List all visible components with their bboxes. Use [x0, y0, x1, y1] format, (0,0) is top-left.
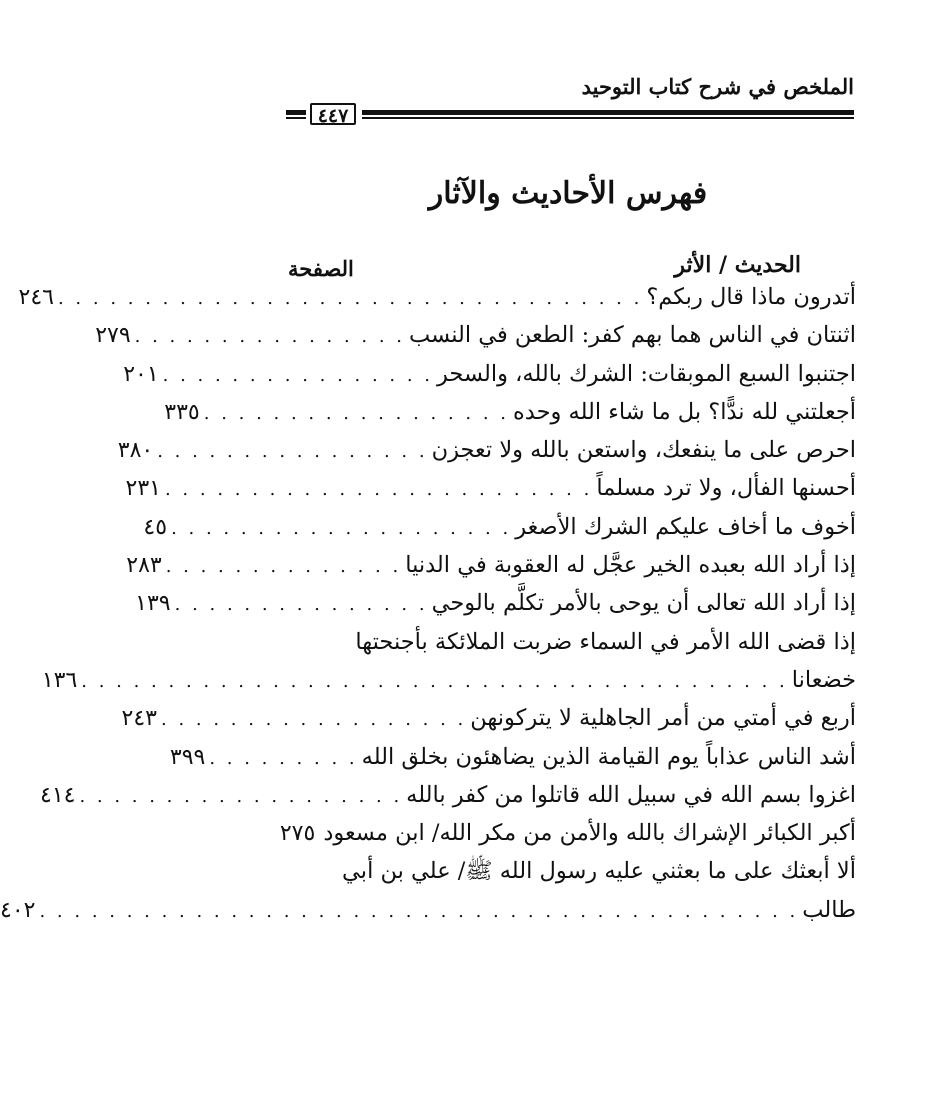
index-entry [135, 590, 856, 628]
index-entry [117, 437, 856, 475]
index-entries [0, 284, 856, 935]
header-rule-line [362, 110, 854, 115]
index-title: فهرس الأحاديث والآثار [428, 176, 708, 211]
entry-text: أكبر الكبائر الإشراك بالله والأمن من مكر الله/ ابن مسعود [323, 820, 856, 847]
entry-page: ٣٣٥ [164, 399, 200, 425]
entry-page: ٢٣١ [125, 476, 161, 502]
entry-text: احرص على ما ينفعك، واستعن بالله ولا تعجزن [431, 437, 856, 464]
entry-page: ٢٧٩ [95, 323, 131, 349]
entry-text: أشد الناس عذاباً يوم القيامة الذين يضاهئون بخلق الله [361, 743, 856, 770]
entry-leader-dots: . . . . . . . . . . . . . . . . . . [161, 709, 467, 731]
entry-page: ١٣٦ [41, 667, 78, 693]
entry-page: ٤١٤ [40, 782, 76, 808]
entry-page: ٤٥ [143, 514, 168, 540]
entry-leader-dots: . . . . . . . . . . . . . . [165, 556, 402, 578]
entry-leader-dots: . . . . . . . . . . . . . . . . [162, 364, 434, 386]
entry-page: ١٣٩ [135, 591, 171, 617]
page-number: ٤٤٧ [310, 103, 356, 125]
index-entry [143, 513, 856, 552]
column-heading-hadith: الحديث / الأثر [674, 252, 801, 278]
index-entry [0, 896, 856, 935]
entry-leader-dots: . . . . . . . . . . . . . . . . [134, 326, 406, 348]
entry-leader-dots: . . . . . . . . . . . . . . . . . . . . . . . . . . . . . . . . . . . . . . . . . . . . [39, 900, 799, 922]
entry-text: ألا أبعثك على ما بعثني عليه رسول الله ﷺ/ علي بن أبي [342, 858, 856, 885]
entry-leader-dots: . . . . . . . . . . . . . . . . . . . . . . . . . . . . . . . . . . [57, 288, 643, 309]
entry-page: ٣٨٠ [117, 438, 154, 464]
header-rule-line-thin [362, 117, 854, 119]
index-entry [126, 552, 856, 590]
entry-text: أربع في أمتي من أمر الجاهلية لا يتركونهن [470, 705, 856, 732]
entry-page: ٢٧٥ [279, 821, 316, 847]
entry-leader-dots: . . . . . . . . . [209, 747, 358, 769]
entry-leader-dots: . . . . . . . . . . . . . . . . . . . [79, 785, 403, 807]
entry-text: اغزوا بسم الله في سبيل الله قاتلوا من كفر بالله [406, 781, 856, 808]
index-entry [288, 629, 856, 667]
index-entry [95, 322, 856, 360]
header-rule-stub-thin [286, 117, 306, 119]
index-entry [288, 858, 856, 896]
index-entry [18, 284, 856, 322]
entry-leader-dots: . . . . . . . . . . . . . . . . . . . . . . . . . . . . . . . . . . . . . . . . . [81, 670, 788, 692]
column-heading-page: الصفحة [288, 256, 354, 281]
entry-text: أتدرون ماذا قال ربكم؟ [646, 284, 856, 310]
entry-text: أحسنها الفأل، ولا ترد مسلماً [596, 475, 856, 502]
entry-leader-dots: . . . . . . . . . . . . . . . . . . . . [171, 517, 512, 539]
entry-text: اجتنبوا السبع الموبقات: الشرك بالله، والسحر [437, 360, 856, 387]
running-head-book-title: الملخص في شرح كتاب التوحيد [581, 74, 854, 99]
entry-text: اثنتان في الناس هما بهم كفر: الطعن في النسب [409, 322, 856, 349]
index-entry [164, 398, 856, 437]
index-entry [121, 705, 856, 743]
index-entry [169, 743, 856, 782]
entry-text: إذا قضى الله الأمر في السماء ضربت الملائكة بأجنحتها [355, 628, 856, 655]
entry-text: أجعلتني لله ندًّا؟ بل ما شاء الله وحده [513, 398, 856, 425]
entry-text: إذا أراد الله تعالى أن يوحى بالأمر تكلَّم بالوحي [431, 590, 856, 617]
entry-page: ٣٩٩ [169, 744, 206, 770]
entry-text: أخوف ما أخاف عليكم الشرك الأصغر [515, 513, 856, 540]
entry-text: طالب [802, 896, 856, 923]
index-entry [125, 475, 856, 513]
index-entry [279, 820, 856, 858]
header-rule [286, 105, 854, 127]
index-entry [40, 781, 856, 820]
entry-leader-dots: . . . . . . . . . . . . . . . . . . . . . . . . . [164, 479, 593, 501]
index-entry [123, 360, 856, 399]
entry-text: خضعانا [791, 666, 856, 693]
entry-page: ٢٠١ [123, 361, 159, 387]
entry-leader-dots: . . . . . . . . . . . . . . . [174, 594, 428, 616]
entry-page: ٢٨٣ [126, 553, 162, 579]
entry-leader-dots: . . . . . . . . . . . . . . . . . . [203, 402, 510, 424]
header-rule-stub [286, 110, 306, 115]
entry-page: ٤٠٢ [0, 897, 36, 923]
entry-page: ٢٤٦ [18, 285, 54, 310]
entry-leader-dots: . . . . . . . . . . . . . . . . [157, 441, 428, 463]
entry-text: إذا أراد الله بعبده الخير عجَّل له العقوبة في الدنيا [405, 552, 856, 579]
index-entry [41, 666, 856, 705]
entry-page: ٢٤٣ [121, 706, 157, 732]
